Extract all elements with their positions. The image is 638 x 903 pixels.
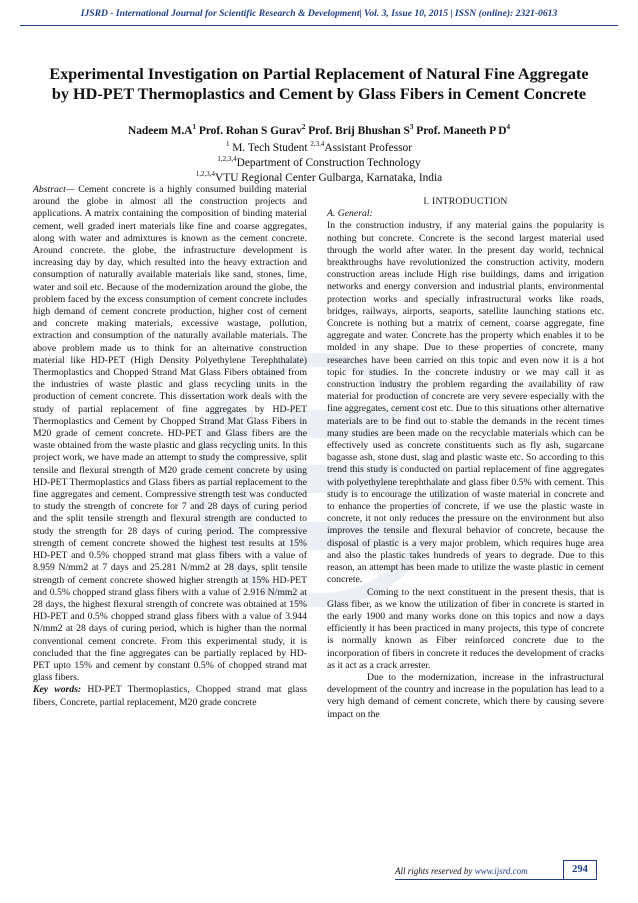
page-number: 294 (563, 860, 597, 880)
affiliation-roles: $^1$ M. Tech Student $^{2,3,4}$Assistant Professor (225, 140, 413, 154)
right-column (327, 196, 604, 721)
intro-paragraph-1: In the construction industry, if any material gains the popularity is nothing but concrete. Concrete is the second largest material used through the world after water. In the present day world, technical breakthroughs have revolutionized the construction activity, modern construction areas include High rise buildings, dams and irrigation networks and energy conversion and industrial plants, environmental protection works and specially infrastructural works like roads, bridges, railways, airports, seaports, satellite launching stations etc. Concrete is nothing but a matrix of cement, coarse aggregate, fine aggregate and water. Concrete has the property which enables it to be molded in any shape. Due to these properties of concrete, many researches have been carried on this topic and even now it is a hot topic for studies. In the concrete industry or we may call it as construction industry the problem regarding the availability of raw material for production of concrete are very severe especially with the fine aggregates, cement cost etc. Due to this situations other alternative materials are to be find out to stable the demands in the recent times many studies are been made on the recyclable materials which can be effectively used as concrete constituents such as fly ash, sugarcane bagasse ash, stone dust, slag and plastic waste etc. So according to this trend this study is conducted on partial replacement of fine aggregates with polyethylene terephthalate and glass fiber 0.5% with cement. This study is to encourage the utilization of waste material in concrete and to enhance the properties of concrete, if we use the plastic waste in concrete, it not only reduces the pressure on the environment but also improves the tensile and flexural behavior of concrete, because the disposal of plastic is a very major problem, which requires huge area and also the plastic takes hundreds of years to degrade. Due to this reason, an attempt has been made to utilize the waste plastic in cement concrete. (327, 220, 604, 586)
paper-title: Experimental Investigation on Partial Replacement of Natural Fine Aggregate by HD-PET Thermoplastics and Cement by Glass Fibers in Cement Concrete (49, 65, 589, 103)
journal-header: IJSRD - International Journal for Scientific Research & Development| Vol. 3, Issue 10, 2015 | ISSN (online): 2321-0613 (80, 8, 558, 19)
intro-paragraph-3: Due to the modernization, increase in the infrastructural development of the country and increase in the population has lead to a very high demand of cement concrete, which there by causing severe impact on the (327, 671, 604, 720)
abstract (33, 184, 307, 684)
keywords (33, 684, 307, 708)
author-3: Prof. Brij Bhushan $S^3$ (308, 123, 414, 137)
header-divider (20, 25, 618, 26)
footer-rights: All rights reserved by www.ijsrd.com (395, 866, 528, 876)
author-1: Nadeem $M.A^1$ (127, 123, 197, 137)
intro-paragraph-2: Coming to the next constituent in the present thesis, that is Glass fiber, as we know the utilization of fiber in concrete is started in the early 1900 and many works done on this topics and now a days efficiently it has been practiced in many projects, this type of concrete is normally known as Fiber reinforced concrete due to the incorporation of fibers in concrete it reduces the development of cracks as it act as a crack arrester. (327, 586, 604, 671)
left-column (33, 184, 307, 709)
keywords-text: HD-PET Thermoplastics, Chopped strand mat glass fibers, Concrete, partial replacement, M20 grade concrete (33, 684, 307, 708)
keywords-label: Key words: (33, 684, 82, 696)
author-4: Prof. Maneeth P $D^4$ (416, 123, 511, 137)
author-2: Prof. Rohan S Gurav$^2$ (198, 123, 306, 137)
abstract-text: Cement concrete is a highly consumed building material around the globe in almost all the construction projects and applications. A matrix containing the composition of binding material cement, well graded inert materials like fine and coarse aggregates, along with water and admixtures is known as the cement concrete. Around concrete. the globe, the infrastructure development is increasing day by day, which resulted into the heavy extraction and consumption of naturally available materials like sand, stones, lime, water and soil etc. Because of the modernization around the globe, the problem faced by the excess consumption of cement concrete includes high demand of cement concrete production, higher cost of cement and concrete making materials, excessive wastage, pollution, extraction and consumption of the naturally available materials. The above problem made us to think for an alternative construction material like HD-PET (High Density Polyethylene Terephthalate) Thermoplastics and Chopped Strand Mat Glass Fibers obtained from the industries of waste plastic and glass recycling units in the production of cement concrete. This dissertation work deals with the study of partial replacement of fine aggregates by HD-PET Thermoplastics and Cement by Chopped Strand Mat Glass Fibers in M20 grade of cement concrete. HD-PET and Glass fibers are the waste obtained from the waste plastic and glass recycling units. In this project work, we have made an attempt to study the compressive, split tensile and flexural strength of M20 grade cement concrete by using HD-PET Thermoplastics and Glass fibers as partial replacement to the fine aggregates and cement. Compressive strength test was conducted to study the strength of concrete for 7 and 28 days of curing period and the split tensile strength and flexural strength are conducted to study the strength for 28 days of curing period. The compressive strength of cement concrete showed the highest test results at 15% HD-PET and 0.5% chopped strand mat glass fibers with a value of 8.959 N/mm2 at 7 days and 25.281 N/mm2 at 28 days, split tensile strength of cement concrete showed higher strength at 15% HD-PET and 0.5% chopped strand glass fibers with a value of 2.916 N/mm2 at 28 days, the highest flexural strength of concrete was obtained at 15% HD-PET and 0.5% chopped strand glass fibers with a value of 3.944 N/mm2 at 28 days of curing period, which is higher than the normal conventional cement concrete. From this experimental study, it is concluded that the fine aggregates can be partially replaced by HD-PET upto 15% and cement by constant 0.5% of chopped strand mat glass fibers. (33, 184, 307, 684)
abstract-label: Abstract— (33, 184, 75, 195)
footer-divider (395, 879, 563, 880)
author-list (20, 123, 618, 137)
affiliation-department: $^{1,2,3,4}$Department of Construction Technology (217, 155, 421, 169)
section-heading-introduction: I. INTRODUCTION (423, 196, 508, 207)
affiliation-institution: $^{1,2,3,4}$VTU Regional Center Gulbarga, Karnataka, India (195, 170, 443, 184)
footer-site-link[interactable]: www.ijsrd.com (474, 866, 528, 876)
subsection-heading-general: A. General: (327, 208, 373, 220)
